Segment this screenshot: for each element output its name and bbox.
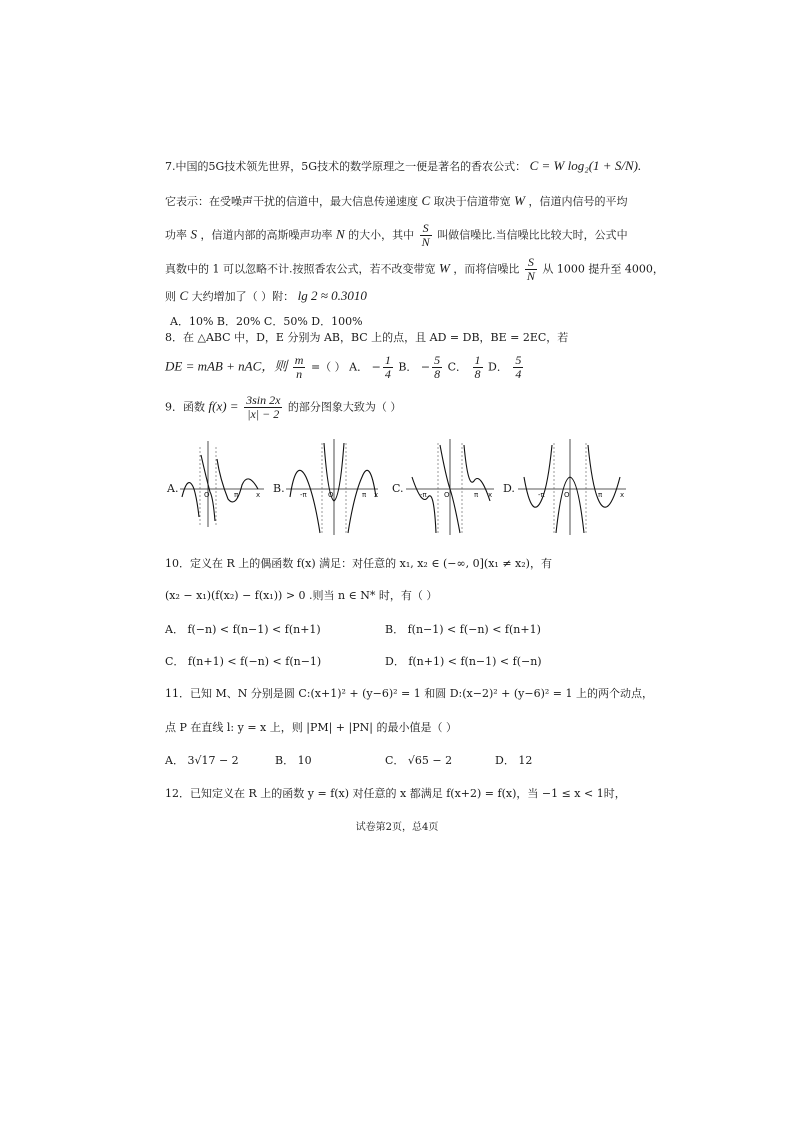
q10-option-a: A． f(−n) < f(n−1) < f(n+1) xyxy=(165,623,321,636)
q7-options: A．10% B．20% C．50% D．100% xyxy=(170,315,363,328)
q9-fig-label-d: D. xyxy=(503,482,515,495)
var-s: S xyxy=(190,226,197,242)
svg-text:-π: -π xyxy=(538,491,545,499)
snr-fraction: $\frac{S}{N}$ xyxy=(421,221,430,249)
q7-text: 则 xyxy=(165,290,176,303)
page-footer: 试卷第2页，总4页 xyxy=(355,822,439,833)
q10-line2: (x₂ − x₁)(f(x₂) − f(x₁)) > 0 .则当 n ∈ N* 时，有（ ） xyxy=(165,589,438,602)
svg-text:π: π xyxy=(598,491,603,499)
q7-line5 xyxy=(165,288,367,305)
var-c: C xyxy=(421,193,431,208)
q11-option-c: C． √65 − 2 xyxy=(385,754,453,767)
q7-text: ，而将信噪比 xyxy=(453,262,520,276)
q8-option-b: $\frac{5}{8}$ xyxy=(434,353,441,381)
q9-fig-label-c: C. xyxy=(392,482,404,495)
q9-function: f(x) = xyxy=(208,398,239,414)
q7-line4 xyxy=(165,256,664,283)
q7-line1 xyxy=(165,158,641,175)
svg-text:-π: -π xyxy=(420,491,427,499)
q11-line2: 点 P 在直线 l: y = x 上，则 |PM| + |PN| 的最小值是（ ） xyxy=(165,721,457,734)
q12-line1: 12．已知定义在 R 上的函数 y = f(x) 对任意的 x 都满足 f(x+2) = f(x)，当 −1 ≤ x < 1时， xyxy=(165,787,626,800)
svg-text:O: O xyxy=(444,491,450,499)
svg-text:π: π xyxy=(362,491,367,499)
q10-option-b: B． f(n−1) < f(−n) < f(n+1) xyxy=(385,623,541,636)
q7-text: ，信道内部的高斯噪声功率 xyxy=(200,228,333,242)
var-c: C xyxy=(179,288,189,303)
svg-text:π: π xyxy=(234,491,239,499)
q9-fig-label-b: B. xyxy=(273,482,285,495)
svg-text:O: O xyxy=(564,491,570,499)
q10-option-d: D． f(n+1) < f(n−1) < f(−n) xyxy=(385,655,542,668)
q8-line2: DE = mAB + nAC，则 $\frac{m}{n}$ =（ ） A． − $\frac{1}{4}$ B． − $\frac{5}{8}$ C． $\frac{1}{8}$ D． $\frac{5}{4}$ xyxy=(165,353,522,381)
q7-line2 xyxy=(165,193,628,210)
var-w: W xyxy=(514,193,526,208)
q10-option-c: C． f(n+1) < f(−n) < f(n−1) xyxy=(165,655,322,668)
svg-text:-π: -π xyxy=(300,491,307,499)
svg-text:x: x xyxy=(256,491,261,499)
q7-text: 取决于信道带宽 xyxy=(433,195,511,208)
var-n: N xyxy=(336,226,345,242)
svg-text:x: x xyxy=(620,491,625,499)
q7-intro-text: 7.中国的5G技术领先世界，5G技术的数学原理之一便是著名的香农公式： xyxy=(165,160,527,173)
q7-text: 它表示：在受噪声干扰的信道中，最大信息传递速度 xyxy=(165,195,418,208)
q8-line1: 8．在 △ABC 中，D，E 分别为 AB，BC 上的点，且 AD = DB，BE = 2EC，若 xyxy=(165,331,569,344)
svg-text:x: x xyxy=(488,491,493,499)
q7-text: ，信道内信号的平均 xyxy=(528,195,628,208)
snr-fraction: $\frac{S}{N}$ xyxy=(526,255,535,283)
q9-text: 的部分图象大致为（ ） xyxy=(287,400,402,414)
svg-text:O: O xyxy=(328,491,334,499)
q7-text: 大约增加了（ ）附： xyxy=(191,290,295,303)
q8-text: =（ ） A． xyxy=(310,360,369,374)
q7-line3 xyxy=(165,222,628,249)
svg-text:π: π xyxy=(474,491,479,499)
q7-text: 的大小，其中 xyxy=(348,228,415,242)
var-w: W xyxy=(439,260,450,276)
q7-text: 叫做信噪比.当信噪比比较大时，公式中 xyxy=(437,228,628,242)
q9-graph-d xyxy=(516,437,628,537)
q11-line1: 11．已知 M、N 分别是圆 C:(x+1)² + (y−6)² = 1 和圆 D:(x−2)² + (y−6)² = 1 上的两个动点， xyxy=(165,687,654,700)
q9-fig-label-a: A. xyxy=(167,482,179,495)
q8-option-c: $\frac{1}{8}$ xyxy=(474,353,481,381)
q7-hint: lg 2 ≈ 0.3010 xyxy=(297,288,367,303)
q8-option-a: $\frac{1}{4}$ xyxy=(384,353,391,381)
q9-line1 xyxy=(165,394,401,421)
q10-line1: 10．定义在 R 上的偶函数 f(x) 满足：对任意的 x₁, x₂ ∈ (−∞, 0](x₁ ≠ x₂)，有 xyxy=(165,557,552,570)
q8-mn-fraction: $\frac{m}{n}$ xyxy=(294,353,304,381)
q8-vector-eq: DE = mAB + nAC，则 xyxy=(165,358,288,374)
q9-graph-c xyxy=(404,437,496,537)
svg-text:O: O xyxy=(204,491,210,499)
q9-text: 9．函数 xyxy=(165,400,205,414)
q7-text: 从 1000 提升至 4000， xyxy=(542,262,664,276)
q9-graph-a xyxy=(178,437,266,529)
q7-text: 功率 xyxy=(165,228,187,242)
q7-text: 真数中的 1 可以忽略不计.按照香农公式，若不改变带宽 xyxy=(165,262,436,276)
shannon-formula: C = W log₂(1 + S/N). xyxy=(529,158,642,173)
q8-option-d: $\frac{5}{4}$ xyxy=(515,353,522,381)
q9-graph-b xyxy=(284,437,380,537)
q9-fraction: $\frac{3\sin 2x}{|x| - 2}$ xyxy=(246,393,281,421)
q11-option-a: A． 3√17 − 2 xyxy=(165,754,239,767)
q11-option-d: D． 12 xyxy=(495,754,533,767)
svg-text:x: x xyxy=(374,491,379,499)
q11-option-b: B． 10 xyxy=(275,754,312,767)
